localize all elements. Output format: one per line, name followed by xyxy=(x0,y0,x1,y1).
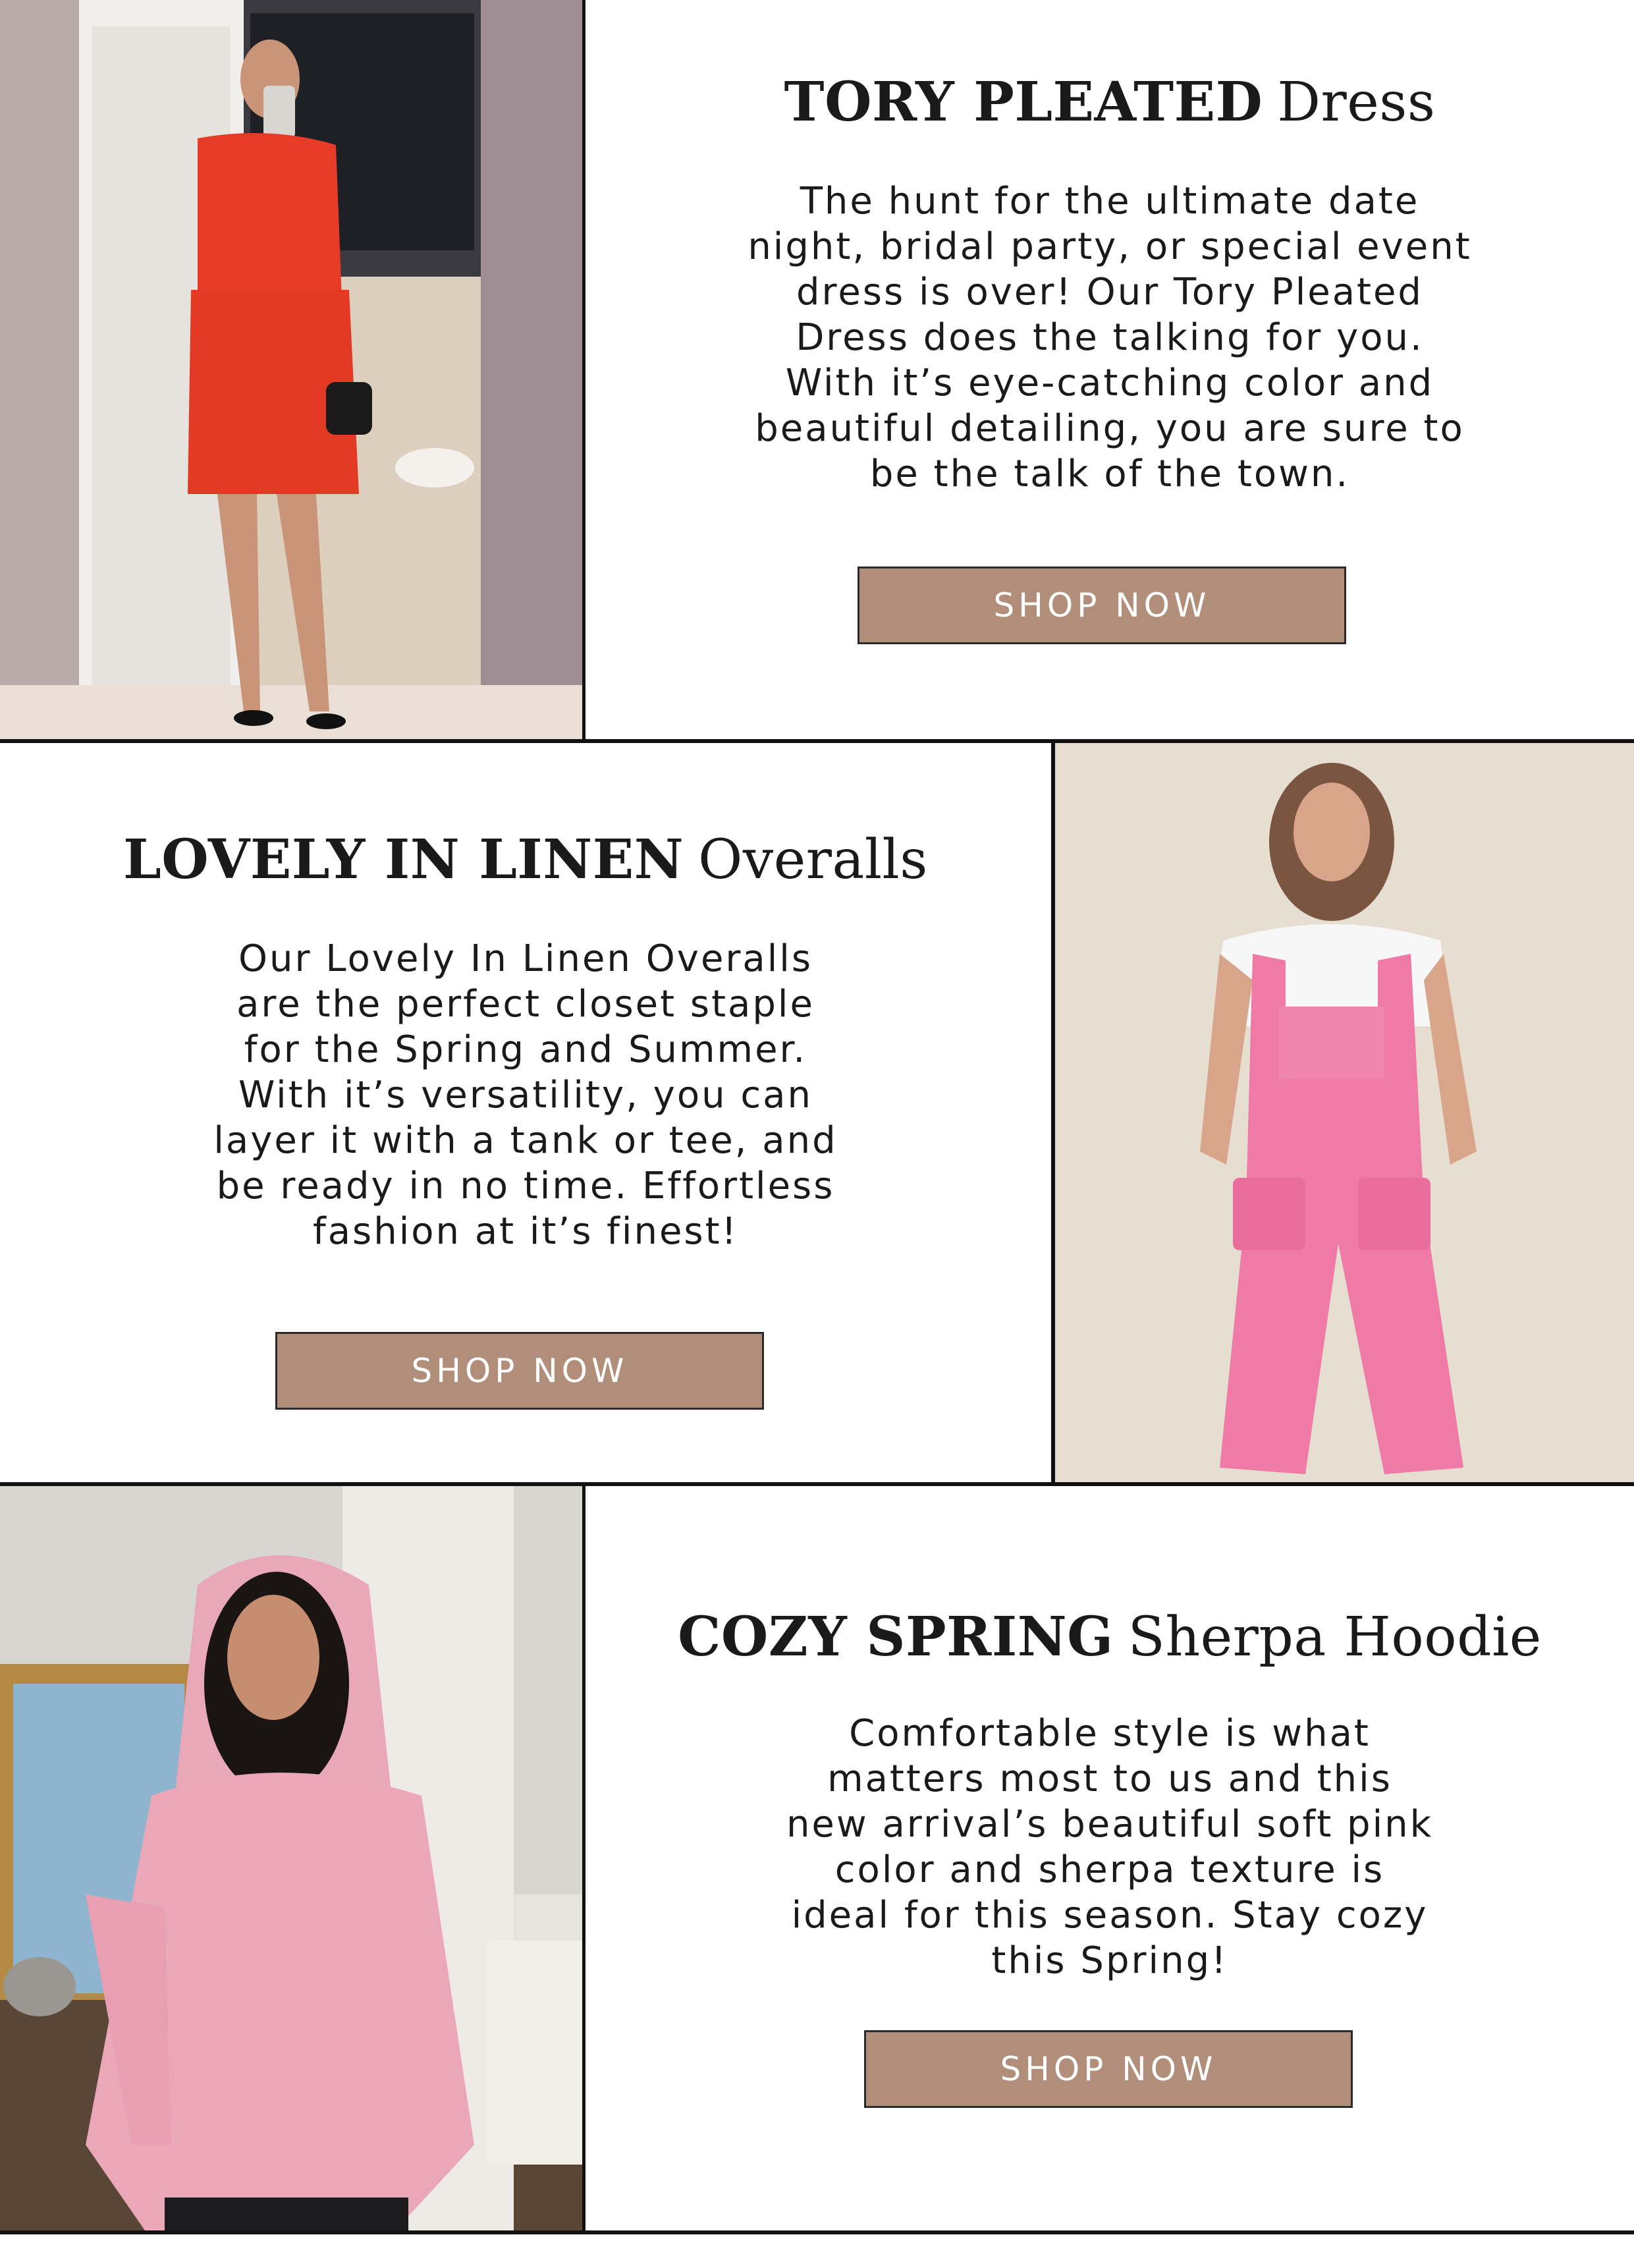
product-description: Our Lovely In Linen Overalls are the perfect closet staple for the Spring and Summer. With it’s versatility, you can layer it with a tank or tee, and be ready in no time. Effortless fashion at it’s finest! xyxy=(213,937,838,1254)
cozy-spring-panel xyxy=(586,1607,1634,1983)
tory-pleated-dress-panel xyxy=(586,72,1634,497)
shop-now-button-hoodie[interactable]: SHOP NOW xyxy=(864,2030,1353,2108)
lovely-in-linen-overalls-photo[interactable] xyxy=(1055,743,1634,1482)
horizontal-divider-3 xyxy=(0,2230,1634,2234)
product-title xyxy=(586,72,1634,132)
product-description: The hunt for the ultimate date night, bridal party, or special event dress is over! Our Tory Pleated Dress does the talking for you. With it’s eye-catching color and beautiful detailing, you are sure to be the talk of the town. xyxy=(748,180,1472,496)
product-title-light: Overalls xyxy=(698,829,928,891)
product-title-bold: LOVELY IN LINEN xyxy=(123,828,684,891)
product-title-bold: TORY PLEATED xyxy=(784,70,1263,134)
cozy-spring-hoodie-photo[interactable] xyxy=(0,1486,582,2230)
shop-now-button-tory[interactable]: SHOP NOW xyxy=(858,567,1346,644)
lovely-in-linen-panel xyxy=(0,830,1051,1254)
product-title xyxy=(0,830,1051,890)
product-title-light: Dress xyxy=(1277,71,1436,134)
product-description: Comfortable style is what matters most to us and this new arrival’s beautiful soft pink color and sherpa texture is ideal for this season. Stay cozy this Spring! xyxy=(786,1712,1434,1983)
tory-pleated-dress-photo[interactable] xyxy=(0,0,582,739)
product-title-bold: COZY SPRING xyxy=(678,1605,1114,1669)
product-title xyxy=(586,1607,1634,1667)
shop-now-button-overalls[interactable]: SHOP NOW xyxy=(275,1332,764,1410)
product-title-light: Sherpa Hoodie xyxy=(1128,1606,1542,1669)
